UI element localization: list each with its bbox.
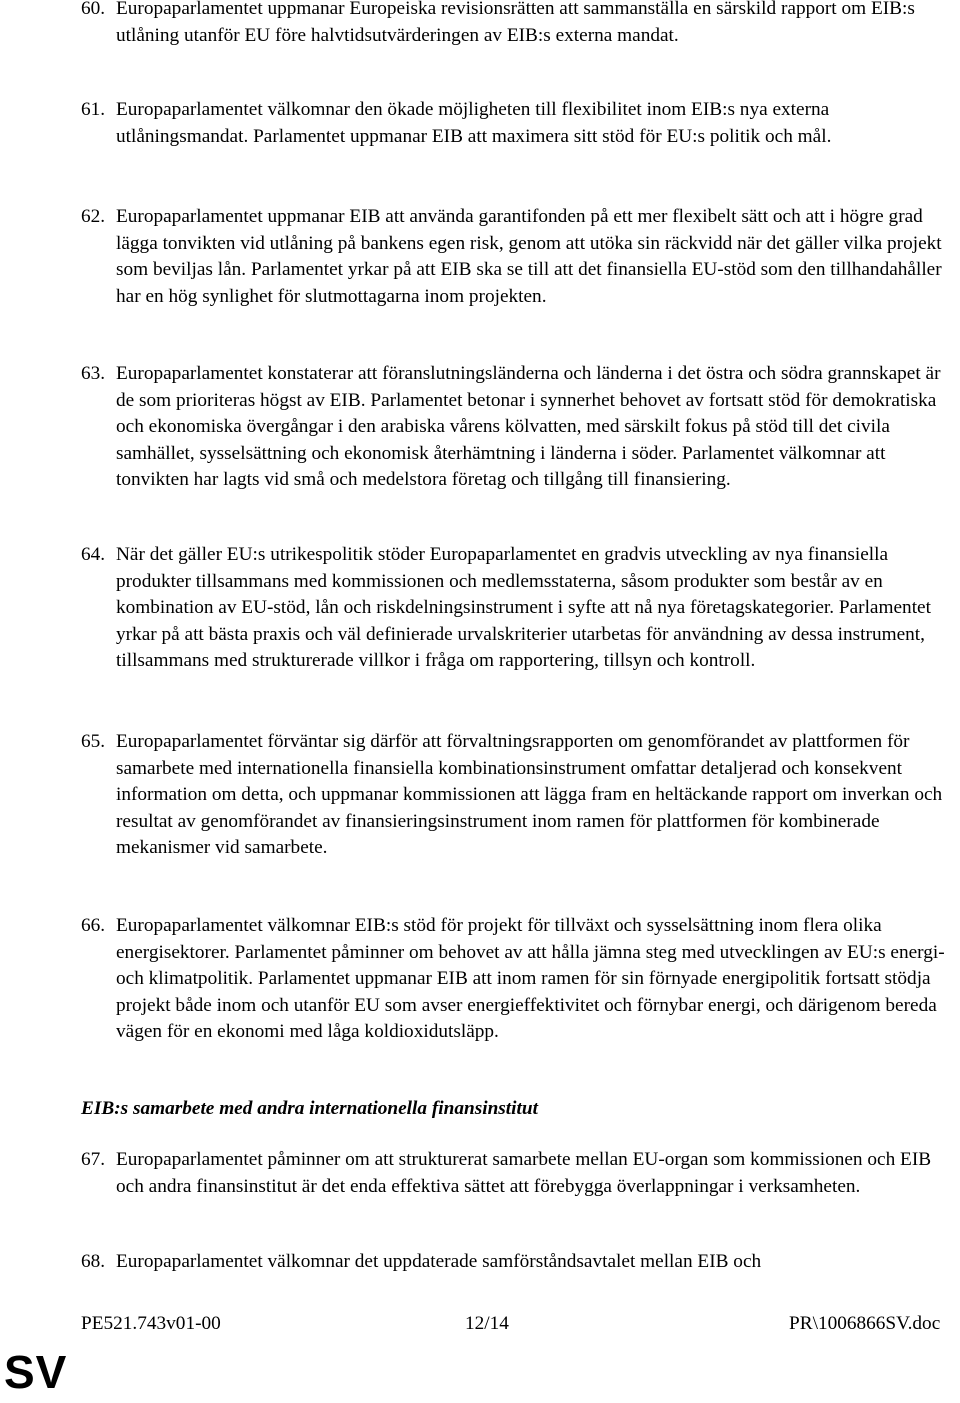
paragraph-number: 67. <box>81 1149 106 1170</box>
section-heading: EIB:s samarbete med andra internationella finansinstitut <box>81 1098 538 1119</box>
paragraph-number: 64. <box>81 544 106 565</box>
paragraph-text: Europaparlamentet uppmanar EIB att använda garantifonden på ett mer flexibelt sätt och att i högre grad lägga tonvikten vid utlåning på bankens egen risk, genom att utöka sin räckvidd när det gäller vilka projekt som beviljas lån. Parlamentet yrkar på att EIB ska se till att det finansiella EU-stöd som den tillhandahåller har en hög synlighet för slutmottagarna inom projekten. <box>116 206 942 307</box>
paragraph-60 <box>81 0 960 49</box>
footer-page-number: 12/14 <box>465 1313 509 1334</box>
paragraph-number: 68. <box>81 1251 106 1272</box>
paragraph-68 <box>81 1249 960 1276</box>
paragraph-number: 61. <box>81 99 106 120</box>
paragraph-text: Europaparlamentet välkomnar det uppdaterade samförståndsavtalet mellan EIB och <box>116 1251 762 1272</box>
paragraph-62 <box>81 204 960 310</box>
paragraph-text: Europaparlamentet förväntar sig därför att förvaltningsrapporten om genomförandet av plattformen för samarbete med internationella finansiella kombinationsinstrument omfattar detaljerad och konsekvent information om detta, och uppmanar kommissionen att lägga fram en heltäckande rapport om inverkan och resultat av genomförandet av finansieringsinstrument inom ramen för plattformen för kombinerade mekanismer vid samarbete. <box>116 731 943 859</box>
paragraph-number: 65. <box>81 731 106 752</box>
paragraph-text: Europaparlamentet välkomnar EIB:s stöd för projekt för tillväxt och sysselsättning inom flera olika energisektorer. Parlamentet påminner om behovet av att hålla jämna steg med utvecklingen av EU:s energi- och klimatpolitik. Parlamentet uppmanar EIB att inom ramen för sin förnyade energipolitik fortsatt stödja projekt både inom och utanför EU som avser energieffektivitet och förnybar energi, och därigenom bereda vägen för en ekonomi med låga koldioxidutsläpp. <box>116 915 945 1043</box>
paragraph-number: 62. <box>81 206 106 227</box>
footer-reference: PE521.743v01-00 <box>81 1313 221 1334</box>
paragraph-63 <box>81 361 960 494</box>
paragraph-text: Europaparlamentet konstaterar att föranslutningsländerna och länderna i det östra och södra grannskapet är de som prioriteras högst av EIB. Parlamentet betonar i synnerhet behovet av fortsatt stöd för demokratiska och ekonomiska övergångar i den arabiska vårens kölvatten, med särskilt fokus på stöd till det civila samhället, sysselsättning och ekonomisk återhämtning i länderna i söder. Parlamentet välkomnar att tonvikten har lagts vid små och medelstora företag och tillgång till finansiering. <box>116 363 941 491</box>
language-code: SV <box>4 1346 68 1398</box>
paragraph-text: När det gäller EU:s utrikespolitik stöder Europaparlamentet en gradvis utveckling av nya finansiella produkter tillsammans med kommissionen och medlemsstaterna, såsom produkter som består av en kombination av EU-stöd, lån och riskdelningsinstrument i syfte att nå nya företagskategorier. Parlamentet yrkar på att bästa praxis och väl definierade urvalskriterier utarbetas för användning av dessa instrument, tillsammans med strukturerade villkor i fråga om rapportering, tillsyn och kontroll. <box>116 544 931 672</box>
paragraph-number: 66. <box>81 915 106 936</box>
paragraph-66 <box>81 913 960 1046</box>
paragraph-67 <box>81 1147 960 1200</box>
paragraph-text: Europaparlamentet uppmanar Europeiska revisionsrätten att sammanställa en särskild rapport om EIB:s utlåning utanför EU före halvtidsutvärderingen av EIB:s externa mandat. <box>116 0 915 46</box>
paragraph-number: 63. <box>81 363 106 384</box>
paragraph-number: 60. <box>81 0 106 19</box>
paragraph-text: Europaparlamentet påminner om att strukturerat samarbete mellan EU-organ som kommissionen och EIB och andra finansinstitut är det enda effektiva sättet att förebygga överlappningar i verksamheten. <box>116 1149 932 1197</box>
paragraph-61 <box>81 97 960 150</box>
paragraph-text: Europaparlamentet välkomnar den ökade möjligheten till flexibilitet inom EIB:s nya externa utlåningsmandat. Parlamentet uppmanar EIB att maximera sitt stöd för EU:s politik och mål. <box>116 99 832 147</box>
footer-document-name: PR\1006866SV.doc <box>789 1313 941 1334</box>
paragraph-65 <box>81 729 960 862</box>
paragraph-64 <box>81 542 960 675</box>
